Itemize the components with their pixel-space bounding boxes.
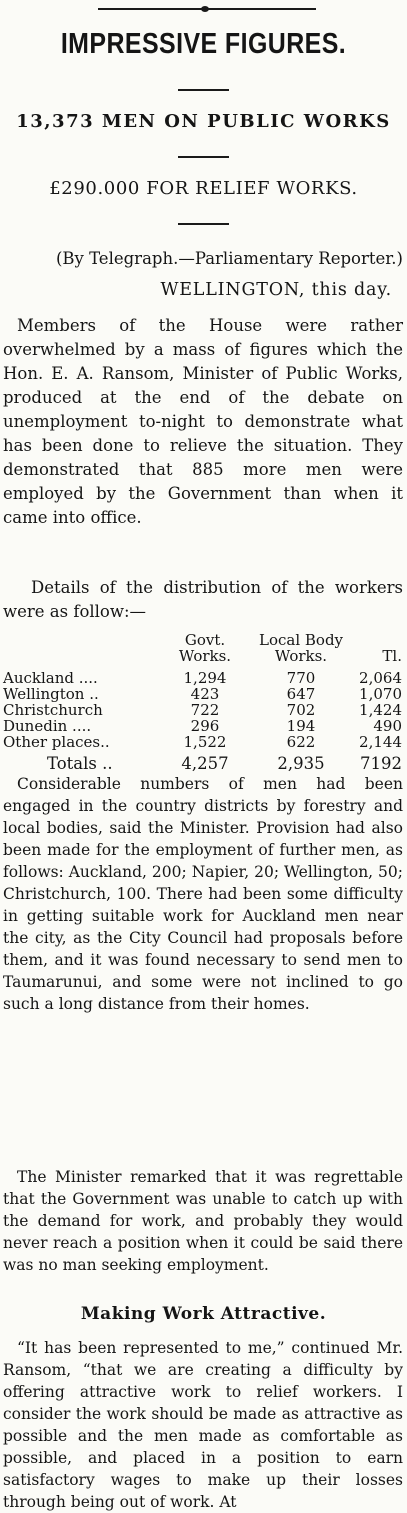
govt-cell: 296 (190, 717, 220, 735)
paragraph-quote: “It has been represented to me,” continued Mr. Ransom, “that we are creating a difficulty by offering attractive work to relief workers. I consider the work should be made as attractive as possible and the men made as comfortable as possible, and placed in a position to earn satisfactory wages to make up their losses through being out of work. At (3, 1339, 403, 1511)
local-cell: 770 (286, 669, 316, 687)
table-row (3, 718, 404, 734)
total-cell: 2,144 (359, 733, 402, 751)
totals-total: 7192 (360, 754, 402, 773)
byline: (By Telegraph.—Parliamentary Reporter.) (55, 249, 403, 268)
deck-heading: £290.000 FOR RELIEF WORKS. (49, 178, 358, 199)
dateline: WELLINGTON, this day. (160, 280, 392, 300)
section-heading: Making Work Attractive. (80, 1304, 327, 1324)
local-cell: 702 (286, 701, 316, 719)
total-cell: 490 (373, 717, 402, 735)
govt-cell: 1,522 (183, 733, 227, 751)
govt-cell: 423 (190, 685, 220, 703)
totals-govt: 4,257 (181, 754, 229, 773)
top-ornament-rule (98, 6, 316, 12)
totals-local: 2,935 (277, 754, 325, 773)
subheadline-rule (178, 156, 229, 158)
total-cell: 1,070 (359, 685, 402, 703)
table-row (3, 734, 404, 750)
totals-row (3, 750, 404, 772)
headline-rule (178, 89, 229, 91)
paragraph-provision: Considerable numbers of men had been engaged in the country districts by forestry and local bodies, said the Minister. Provision had also been made for the employment of further men, as follows: Auckland, 200; Napier, 20; Wellington, 50; Christchurch, 100. There had been some difficulty in getting suitable work for Auckland men near the city, as the City Council had proposals before them, and it was found necessary to send men to Taumarunui, and some were not inclined to go such a long distance from their homes. (3, 775, 403, 1013)
govt-cell: 722 (190, 701, 220, 719)
deck-rule (178, 223, 229, 225)
govt-cell: 1,294 (183, 669, 227, 687)
local-body-header: Local Body (258, 631, 344, 649)
table-row (3, 670, 404, 686)
place-cell: Dunedin .... (3, 717, 92, 735)
local-cell: 622 (286, 733, 316, 751)
table-header-row (3, 632, 404, 648)
ornament-dot (201, 6, 209, 12)
totals-label: Totals .. (47, 754, 113, 773)
paragraph-minister: The Minister remarked that it was regrettable that the Government was unable to catch up with the demand for work, and probably they would never reach a position when it could be said there was no man seeking employment. (3, 1168, 403, 1274)
table-row (3, 686, 404, 702)
place-cell: Other places.. (3, 733, 110, 751)
paragraph-intro: Members of the House were rather overwhelmed by a mass of figures which the Hon. E. A. Ransom, Minister of Public Works, produced at the end of the debate on unemployment to-night to demonstrate what has been done to relieve the situation. They demonstrated that 885 more men were employed by the Government than when it came into office. (3, 316, 403, 527)
total-header: Tl. (382, 647, 402, 665)
local-cell: 647 (286, 685, 316, 703)
total-cell: 1,424 (359, 701, 402, 719)
total-cell: 2,064 (359, 669, 402, 687)
headline: IMPRESSIVE FIGURES. (60, 28, 347, 60)
place-cell: Wellington .. (3, 685, 99, 703)
place-cell: Auckland .... (3, 669, 98, 687)
local-body-header-line2: Works. (274, 647, 328, 665)
govt-works-header: Govt. (184, 631, 226, 649)
workers-distribution-table (3, 632, 404, 772)
local-cell: 194 (286, 717, 316, 735)
place-cell: Christchurch (3, 701, 103, 719)
paragraph-details: Details of the distribution of the workers were as follow:— (3, 578, 403, 621)
subheadline: 13,373 MEN ON PUBLIC WORKS (16, 111, 391, 132)
table-header-row (3, 648, 404, 664)
table-row (3, 702, 404, 718)
govt-works-header-line2: Works. (178, 647, 232, 665)
